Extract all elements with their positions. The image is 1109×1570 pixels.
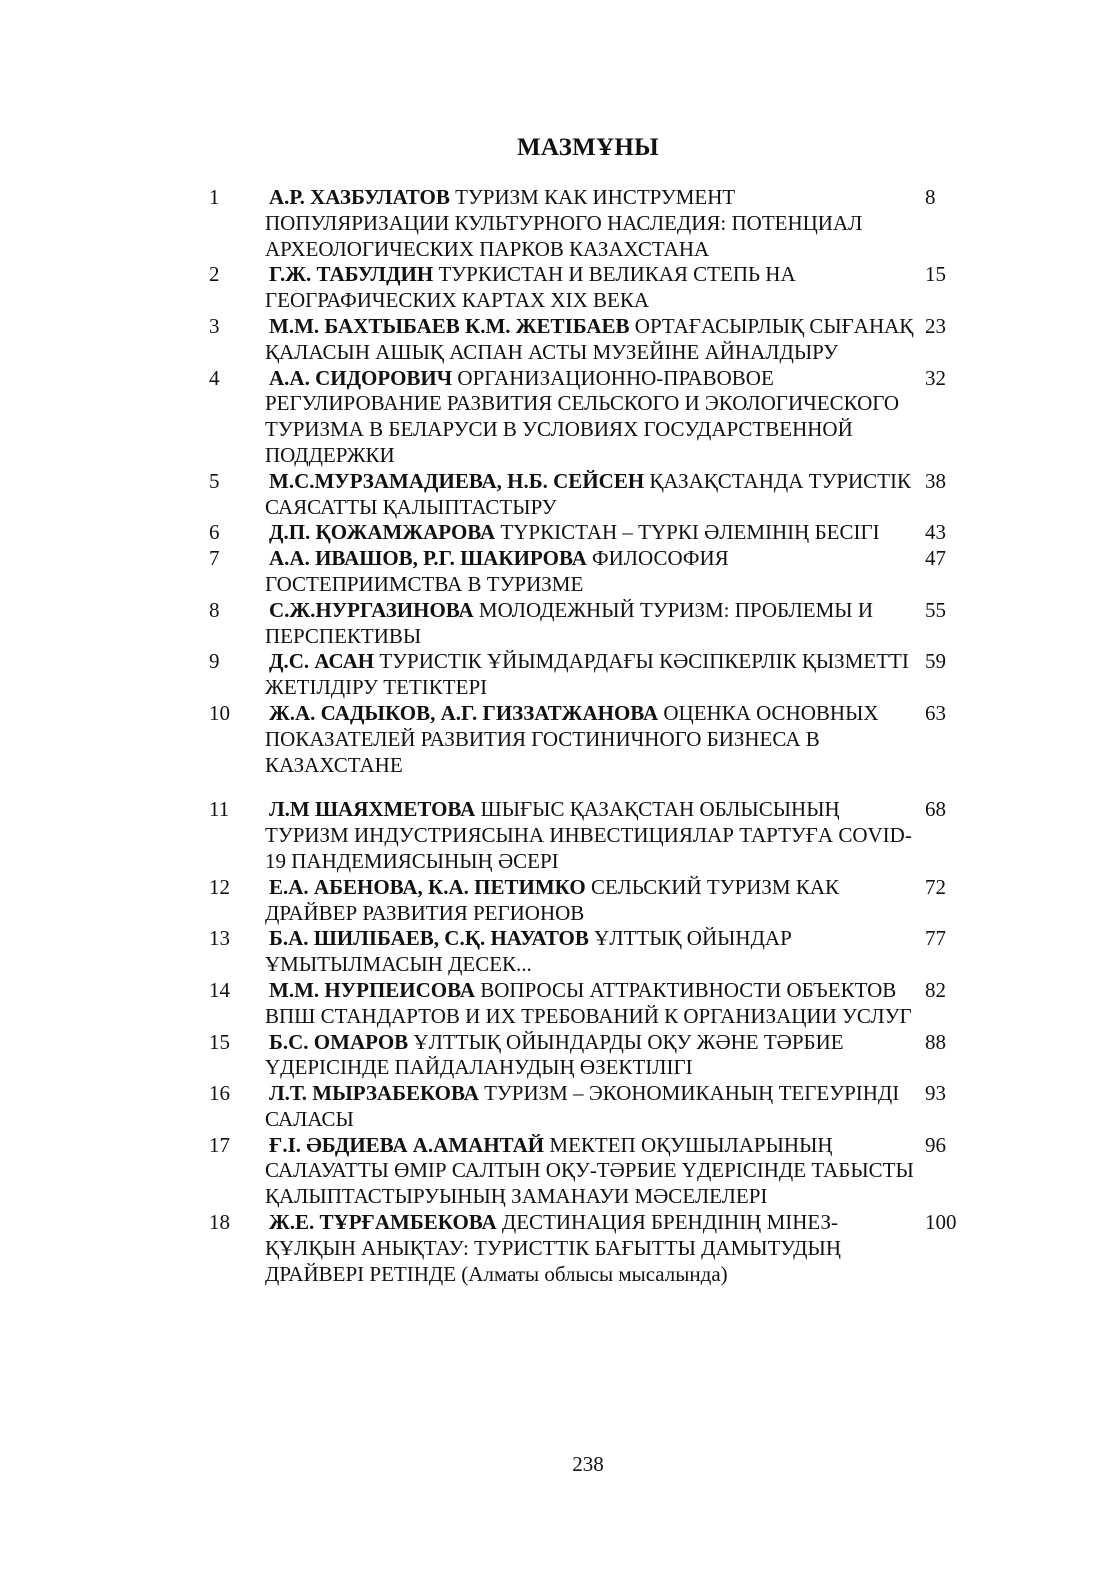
toc-entry (209, 1030, 969, 1082)
toc-entry (209, 469, 969, 521)
entry-number: 11 (209, 797, 230, 822)
toc-entry (209, 185, 969, 262)
entry-authors: Д.П. ҚОЖАМЖАРОВА (269, 520, 496, 545)
entry-authors: А.Р. ХАЗБУЛАТОВ (269, 185, 450, 209)
toc-entry (209, 546, 969, 598)
entry-number: 14 (209, 977, 230, 1002)
entry-text (265, 1081, 915, 1133)
entry-authors: Д.С. АСАН (269, 649, 375, 674)
entry-title: МОЛОДЕЖНЫЙ ТУРИЗМ: ПРОБЛЕМЫ И ПЕРСПЕКТИВЫ (265, 597, 874, 648)
entry-page: 32 (925, 365, 946, 390)
entry-page: 68 (925, 797, 946, 822)
entry-text (265, 546, 915, 598)
entry-authors: Л.Т. МЫРЗАБЕКОВА (269, 1081, 479, 1106)
entry-page: 100 (925, 1210, 957, 1235)
entry-page: 82 (925, 977, 946, 1002)
entry-authors: М.М. НУРПЕИСОВА (269, 977, 475, 1002)
toc-entry (209, 649, 969, 701)
toc-entry (209, 366, 969, 469)
entry-title: ТҮРКІСТАН – ТҮРКІ ӘЛЕМІНІҢ БЕСІГІ (500, 520, 880, 545)
entry-authors: Б.С. ОМАРОВ (269, 1029, 409, 1054)
entry-text (265, 262, 915, 314)
entry-page: 15 (925, 262, 946, 287)
entry-authors: Л.М ШАЯХМЕТОВА (269, 797, 476, 822)
entry-number: 16 (209, 1081, 230, 1106)
entry-title: ТУРИЗМ – ЭКОНОМИКАНЫҢ ТЕГЕУРІНДІ САЛАСЫ (265, 1081, 900, 1131)
entry-page: 47 (925, 546, 946, 571)
entry-text (265, 520, 915, 546)
entry-title: ҰЛТТЫҚ ОЙЫНДАРДЫ ОҚУ ЖӘНЕ ТӘРБИЕ ҮДЕРІСІНДЕ ПАЙДАЛАНУДЫҢ ӨЗЕКТІЛІГІ (265, 1029, 844, 1080)
entry-text (265, 314, 915, 366)
toc-entry (209, 598, 969, 650)
entry-title: ОЦЕНКА ОСНОВНЫХ ПОКАЗАТЕЛЕЙ РАЗВИТИЯ ГОСТИНИЧНОГО БИЗНЕСА В КАЗАХСТАНЕ (265, 700, 879, 777)
entry-page: 77 (925, 926, 946, 951)
entry-authors: С.Ж.НУРГАЗИНОВА (269, 597, 474, 622)
entry-number: 12 (209, 874, 230, 899)
entry-page: 38 (925, 468, 946, 493)
entry-page: 59 (925, 649, 946, 674)
entry-text (265, 366, 915, 469)
toc-entry (209, 1210, 969, 1287)
entry-number: 4 (209, 365, 220, 390)
entry-number: 5 (209, 468, 220, 493)
entry-title: ФИЛОСОФИЯ ГОСТЕПРИИМСТВА В ТУРИЗМЕ (265, 546, 729, 596)
toc-entry (209, 520, 969, 546)
toc-entry (209, 797, 969, 874)
entry-title: ШЫҒЫС ҚАЗАҚСТАН ОБЛЫСЫНЫҢ ТУРИЗМ ИНДУСТРИЯСЫНА ИНВЕСТИЦИЯЛАР ТАРТУҒА COVID-19 ПАНДЕМИЯСЫНЫҢ ӘСЕРІ (265, 797, 912, 873)
entry-number: 8 (209, 597, 220, 622)
entry-title: ОРТАҒАСЫРЛЫҚ СЫҒАНАҚ ҚАЛАСЫН АШЫҚ АСПАН АСТЫ МУЗЕЙІНЕ АЙНАЛДЫРУ (265, 313, 914, 364)
entry-title: ТУРИЗМ КАК ИНСТРУМЕНТ ПОПУЛЯРИЗАЦИИ КУЛЬТУРНОГО НАСЛЕДИЯ: ПОТЕНЦИАЛ АРХЕОЛОГИЧЕСКИХ ПАРКОВ КАЗАХСТАНА (265, 185, 863, 261)
entry-number: 15 (209, 1029, 230, 1054)
entry-text (265, 1030, 915, 1082)
entry-authors: Ғ.І. ӘБДИЕВА А.АМАНТАЙ (269, 1132, 545, 1157)
entry-page: 55 (925, 597, 946, 622)
entry-title: ОРГАНИЗАЦИОННО-ПРАВОВОЕ РЕГУЛИРОВАНИЕ РАЗВИТИЯ СЕЛЬСКОГО И ЭКОЛОГИЧЕСКОГО ТУРИЗМА В БЕЛАРУСИ В УСЛОВИЯХ ГОСУДАРСТВЕННОЙ ПОДДЕРЖКИ (265, 365, 900, 467)
entry-text (265, 978, 915, 1030)
entry-text (265, 185, 915, 262)
entry-page: 96 (925, 1132, 946, 1157)
entry-number: 3 (209, 313, 220, 338)
entry-page: 8 (925, 185, 936, 209)
entry-authors: Ж.Е. ТҰРҒАМБЕКОВА (269, 1210, 497, 1235)
entry-number: 6 (209, 520, 220, 545)
entry-authors: А.А. СИДОРОВИЧ (269, 365, 453, 390)
entry-text (265, 649, 915, 701)
entry-title: СЕЛЬСКИЙ ТУРИЗМ КАК ДРАЙВЕР РАЗВИТИЯ РЕГИОНОВ (265, 874, 840, 925)
entry-title: ТУРКИСТАН И ВЕЛИКАЯ СТЕПЬ НА ГЕОГРАФИЧЕСКИХ КАРТАХ XIX ВЕКА (265, 262, 796, 313)
entry-title: ВОПРОСЫ АТТРАКТИВНОСТИ ОБЪЕКТОВ ВПШ СТАНДАРТОВ И ИХ ТРЕБОВАНИЙ К ОРГАНИЗАЦИИ УСЛУГ (265, 977, 912, 1028)
entry-authors: Г.Ж. ТАБУЛДИН (269, 262, 434, 287)
entry-page: 43 (925, 520, 946, 545)
entry-text (265, 797, 915, 874)
toc-entry (209, 1081, 969, 1133)
entry-authors: М.М. БАХТЫБАЕВ К.М. ЖЕТІБАЕВ (269, 313, 630, 338)
page-number: 238 (572, 1452, 604, 1476)
table-of-contents (209, 185, 969, 1287)
toc-entry (209, 926, 969, 978)
entry-page: 63 (925, 700, 946, 725)
toc-entry (209, 1133, 969, 1210)
entry-number: 7 (209, 546, 220, 571)
entry-text (265, 1210, 915, 1287)
entry-text (265, 598, 915, 650)
entry-page: 72 (925, 874, 946, 899)
entry-text (265, 926, 915, 978)
entry-authors: Ж.А. САДЫКОВ, А.Г. ГИЗЗАТЖАНОВА (269, 700, 659, 725)
entry-authors: М.С.МУРЗАМАДИЕВА, Н.Б. СЕЙСЕН (269, 468, 645, 493)
entry-number: 9 (209, 649, 220, 674)
entry-number: 10 (209, 700, 230, 725)
entry-number: 18 (209, 1210, 230, 1235)
toc-entry (209, 875, 969, 927)
entry-authors: А.А. ИВАШОВ, Р.Г. ШАКИРОВА (269, 546, 587, 571)
page-title: МАЗМҰНЫ (517, 134, 659, 161)
entry-authors: Е.А. АБЕНОВА, К.А. ПЕТИМКО (269, 874, 586, 899)
toc-entry (209, 314, 969, 366)
entry-text (265, 469, 915, 521)
entry-text (265, 1133, 915, 1210)
toc-entry (209, 978, 969, 1030)
entry-page: 93 (925, 1081, 946, 1106)
entry-text (265, 875, 915, 927)
toc-entry (209, 262, 969, 314)
entry-title: ҚАЗАҚСТАНДА ТУРИСТІК САЯСАТТЫ ҚАЛЫПТАСТЫРУ (265, 468, 911, 519)
entry-authors: Б.А. ШИЛІБАЕВ, С.Қ. НАУАТОВ (269, 926, 589, 951)
entry-title: ҰЛТТЫҚ ОЙЫНДАР ҰМЫТЫЛМАСЫН ДЕСЕК... (265, 926, 792, 977)
entry-page: 88 (925, 1029, 946, 1054)
entry-title: МЕКТЕП ОҚУШЫЛАРЫНЫҢ САЛАУАТТЫ ӨМІР САЛТЫН ОҚУ-ТӘРБИЕ ҮДЕРІСІНДЕ ТАБЫСТЫ ҚАЛЫПТАСТЫРУЫНЫҢ ЗАМАНАУИ МӘСЕЛЕЛЕРІ (265, 1132, 914, 1209)
entry-number: 13 (209, 926, 230, 951)
entry-text (265, 701, 915, 778)
entry-number: 1 (209, 185, 220, 209)
entry-page: 23 (925, 313, 946, 338)
entry-number: 17 (209, 1132, 230, 1157)
toc-entry (209, 701, 969, 778)
entry-title: ДЕСТИНАЦИЯ БРЕНДІНІҢ МІНЕЗ-ҚҰЛҚЫН АНЫҚТАУ: ТУРИСТТІК БАҒЫТТЫ ДАМЫТУДЫҢ ДРАЙВЕРІ РЕТІНДЕ (Алматы облысы мысалында) (265, 1210, 841, 1286)
entry-title: ТУРИСТІК ҰЙЫМДАРДАҒЫ КӘСІПКЕРЛІК ҚЫЗМЕТТІ ЖЕТІЛДІРУ ТЕТІКТЕРІ (265, 649, 909, 700)
entry-number: 2 (209, 262, 220, 287)
